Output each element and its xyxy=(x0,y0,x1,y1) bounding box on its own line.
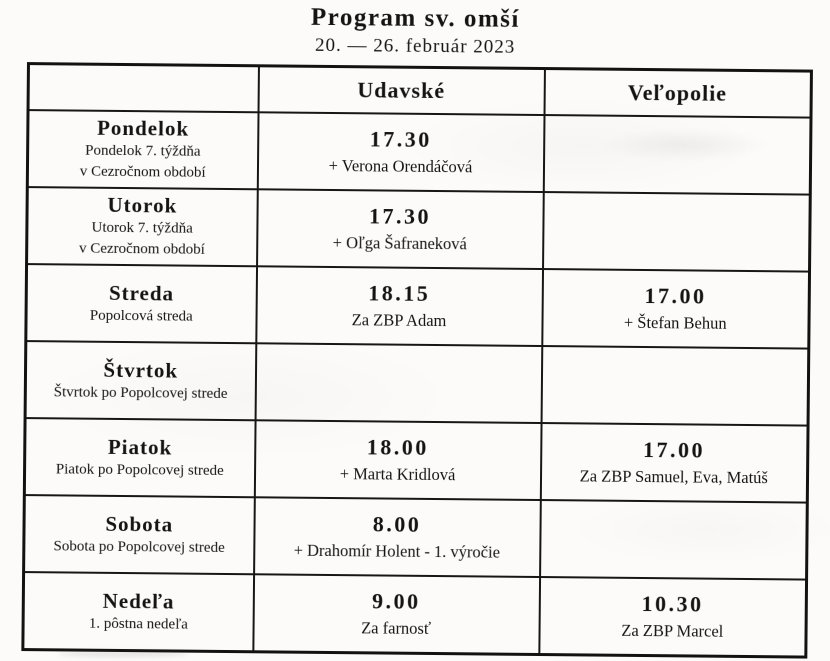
header-cell-udavske: Udavské xyxy=(258,66,544,115)
udavske-cell xyxy=(257,189,544,269)
mass-intention: Za ZBP Marcel xyxy=(621,620,724,641)
day-note: Popolcová streda xyxy=(89,307,193,325)
day-cell xyxy=(23,572,254,652)
udavske-cell xyxy=(254,497,541,577)
mass-time xyxy=(541,536,805,539)
mass-intention: + Štefan Behun xyxy=(623,312,727,333)
day-note: v Cezročnom období xyxy=(79,163,206,181)
day-note: Pondelok 7. týždňa xyxy=(85,142,201,161)
velopolie-cell xyxy=(540,423,808,503)
udavske-cell xyxy=(255,343,542,423)
mass-intention xyxy=(544,234,808,237)
velopolie-cell xyxy=(541,346,809,426)
mass-intention: Za farnosť xyxy=(361,618,432,639)
day-cell xyxy=(27,187,258,266)
day-note: Štvrtok po Popolcovej strede xyxy=(53,384,228,402)
day-cell xyxy=(25,341,256,420)
header-cell-day xyxy=(28,64,258,113)
day-name: Piatok xyxy=(107,434,173,460)
mass-intention: Za ZBP Samuel, Eva, Matúš xyxy=(579,466,768,488)
velopolie-cell xyxy=(542,269,810,349)
mass-time: 18.00 xyxy=(366,434,429,460)
scanned-document xyxy=(0,1,830,659)
table-row-piatok xyxy=(24,418,808,503)
velopolie-cell xyxy=(540,500,808,580)
day-cell xyxy=(24,418,255,497)
day-note: Piatok po Popolcovej strede xyxy=(55,461,224,479)
table-row-stvrtok xyxy=(25,341,809,426)
mass-intention xyxy=(256,385,540,388)
day-cell xyxy=(24,495,255,574)
mass-intention xyxy=(541,542,805,545)
mass-time: 18.15 xyxy=(368,280,431,306)
udavske-cell xyxy=(256,266,543,346)
mass-time xyxy=(542,382,806,385)
mass-intention xyxy=(545,157,809,160)
page-title: Program sv. omší xyxy=(310,3,521,33)
table-row-pondelok xyxy=(27,110,811,195)
day-cell xyxy=(26,264,257,343)
mass-intention xyxy=(542,388,806,391)
velopolie-cell xyxy=(539,577,807,657)
day-note: 1. pôstna nedeľa xyxy=(88,615,188,633)
table-row-streda xyxy=(26,264,810,349)
day-name: Utorok xyxy=(107,193,178,218)
mass-time: 10.30 xyxy=(641,590,704,617)
velopolie-cell xyxy=(543,115,811,195)
mass-time: 17.00 xyxy=(642,436,706,463)
udavske-cell xyxy=(253,574,540,654)
table-row-utorok xyxy=(27,187,811,272)
table-row-sobota xyxy=(24,495,808,580)
document-header xyxy=(0,1,830,62)
mass-intention: + Marta Kridlová xyxy=(339,464,456,485)
header-cell-velopolie: Veľopolie xyxy=(544,69,811,118)
day-name: Nedeľa xyxy=(102,588,175,614)
day-cell xyxy=(27,110,258,189)
mass-time: 8.00 xyxy=(372,511,422,537)
mass-time: 17.30 xyxy=(369,126,432,152)
mass-time: 17.00 xyxy=(644,282,707,309)
mass-time xyxy=(545,151,809,154)
table-header-row xyxy=(28,64,811,118)
day-name: Pondelok xyxy=(96,115,190,141)
day-note: Sobota po Popolcovej strede xyxy=(53,538,225,556)
velopolie-cell xyxy=(543,192,811,272)
mass-intention: + Drahomír Holent - 1. výročie xyxy=(293,540,501,562)
mass-time xyxy=(544,228,808,231)
day-note: Utorok 7. týždňa xyxy=(91,219,193,237)
day-note: v Cezročnom období xyxy=(78,240,205,258)
mass-time: 9.00 xyxy=(371,588,421,614)
mass-schedule-table xyxy=(21,62,813,659)
mass-intention: + Verona Orendáčová xyxy=(328,156,473,177)
udavske-cell xyxy=(257,112,544,192)
date-range: 20. — 26. február 2023 xyxy=(314,34,516,58)
mass-intention: + Oľga Šafraneková xyxy=(332,233,467,254)
udavske-cell xyxy=(254,420,541,500)
mass-intention: Za ZBP Adam xyxy=(351,310,447,331)
day-name: Sobota xyxy=(105,511,174,537)
mass-time xyxy=(256,379,540,382)
table-row-nedela xyxy=(23,572,807,657)
mass-time: 17.30 xyxy=(368,203,432,229)
day-name: Štvrtok xyxy=(103,357,179,383)
day-name: Streda xyxy=(108,280,175,306)
